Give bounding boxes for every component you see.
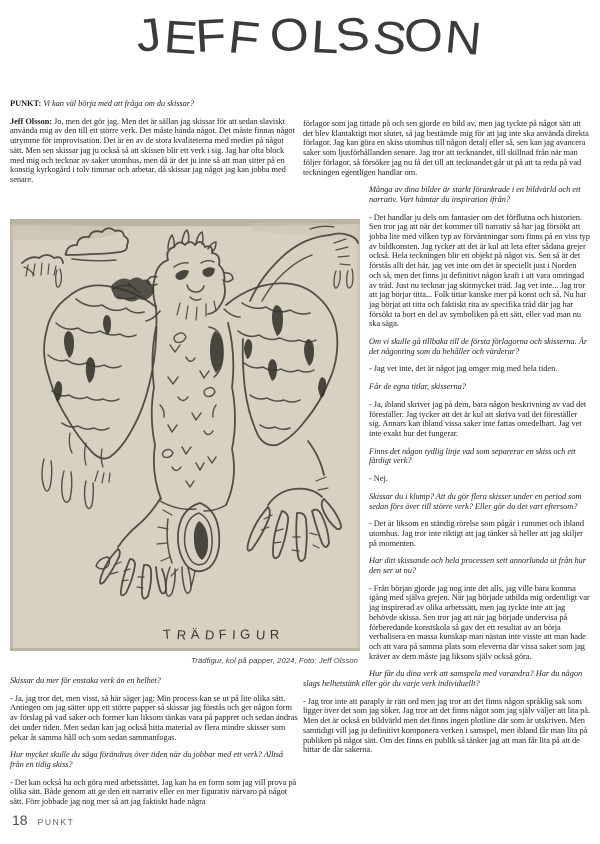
interview-answer: - Det kan också ha och göra med arbetssättet. Jag kan ha en form som jag vill prova på olika sätt. Både genom att ge den ett narrativ eller en mer figurativ närvaro på något sätt. Förr jobbade jag nog mer så att jag faktiskt hade några	[10, 777, 297, 807]
intro-question	[10, 99, 298, 109]
artwork-wrap-spacer	[303, 185, 369, 677]
interview-answer: - Jag vet inte, det är något jag omger mig med hela tiden.	[369, 364, 558, 374]
interview-answer: - Jag tror inte att paraply är rätt ord men jag tror att det finns någon språklig sak som ligger över det som jag söker. Jag tror att det finns något som jag själv väljer att lita på. Men det är också en bildvärld men det finns ingen plotline där som är utskriven. Men samtidigt vill jag ju definitivt komponera verken i samspel, men ibland får man lita på publiken på något sätt. Om det finns en publik så tänker jag att man får lita på att de hittar de där sakerna.	[303, 696, 591, 755]
interview-question: Skissar du i klump? Att du gör flera skisser under en period som sedan förs över till större verk? Eller gör du det vart eftersom?	[369, 491, 582, 511]
answer-continuation: förlagor som jag tittade på och sen gjorde en bild av, men jag tyckte på något sätt att det blev klantaktigt mot slutet, så jag bestämde mig för att jag inte ska använda direkta förlagor. Jag kan göra en skiss utomhus till någon detalj eller så, sen kan jag avancera saker som ljusförhållanden senare. Jag tror att tecknandet, till skillnad från när man följer förlagor, så försöker jag nu få det till att tecknandet går ut på att ta reda på vad teckningen egentligen handlar om.	[303, 119, 589, 177]
right-column	[303, 119, 590, 763]
interview-answer: - Ja, ibland skriver jag på dem, bara någon beskrivning av vad det föreställer. Jag tycker att det är kul att skriva vad det föreställer sig. Annars kan ibland vissa saker inte fattas omedelbart. Jag vet inte exakt hur det fungerar.	[369, 399, 587, 438]
interview-answer: - Det är liksom en ständig rörelse som pågår i rummet och ibland utomhus. Jag tror inte riktigt att jag tänker så heller att jag skiljer på momenten.	[369, 519, 584, 548]
intro-answer-text: Jo, men det gör jag. Men det är sällan jag skissar för att sedan slaviskt använda mig av den till ett större verk. Det måste hända något. Det måste finnas något utrymme för improvisation. Det är en av de stora kvaliteterna med mediet på något sätt. Men sen skissar jag ju också så att skissen blir ett verk i sig. Jag har ofta block med mig och tecknar av saker utomhus, men då är det ju inte så att man sitter på en konstig kyrkogård i tolv timmar och arbetar, då skissar jag något jag kan jobba med senare.	[10, 116, 295, 184]
page-title: JEFF OLSSON	[132, 6, 481, 66]
interview-question: Hur mycket skulle du säga förändras över tiden när du jobbar med ett verk? Alltså från en tidig skiss?	[10, 750, 284, 769]
interview-answer: - Från början gjorde jag nog inte det alls, jag ville bara komma igång med själva grejen. När jag började utbilda mig ordentligt var jag inspirerad av olika arbetssätt, men jag tyckte inte att jag behövde skissa. Sen tror jag att när jag började undervisa på förberedande konstskola så gav det ett resultat av att börja verbalisera en massa kunskap man nästan inte visste att man hade och att vara på samma plats som eleverna där vissa saker som jag kräver av dem måste jag liksom själv också göra.	[369, 583, 590, 661]
intro-block	[10, 99, 298, 193]
intro-question-text: Vi kan väl börja med att fråga om du skissar?	[43, 99, 195, 108]
interviewer-label: PUNKT:	[10, 99, 42, 108]
interview-question: Hur får du dina verk att samspela med varandra? Har du någon slags helhetstänk eller gör du varje verk individuellt?	[303, 669, 583, 689]
interview-answer: - Nej.	[369, 474, 388, 484]
article-title	[0, 0, 600, 74]
page-number: 18	[12, 812, 28, 828]
interview-question: Om vi skulle gå tillbaka till de första förlagorna och skisserna. Är det någonting som du behåller och värderar?	[369, 337, 588, 356]
page-footer	[12, 812, 74, 828]
drawing-inscription: TRÄDFIGUR	[162, 625, 285, 644]
left-bottom-qa	[10, 676, 298, 815]
interview-question: Många av dina bilder är starkt förankrade i en bildvärld och ett narrativ. Vart hämtar du inspiration ifrån?	[369, 185, 581, 204]
interview-question: Har ditt skissande och hela processen sett annorlunda ut från hur den ser ut nu?	[369, 556, 586, 576]
intro-answer	[10, 117, 298, 185]
interview-question: Finns det någon tydlig linje vad som separerar en skiss och ett färdigt verk?	[369, 446, 576, 466]
interview-answer: - Det handlar ju dels om fantasier om det förflutna och historien. Sen tror jag att när det kommer till narrativ så har jag försökt att jobba lite med vilken typ av förväntningar som finns på en viss typ av bildkonsten. Jag tycker att det är kul att leta efter sådana grejer också. Hela teckningen blir ett objekt på något vis. Sen så är det förstås allt det här, jag vet inte om det är speciellt just i Norden och så, men det finns ju definitivt någon kraft i att vara omringad av träd. Just nu tecknar jag skitmycket träd. Jag vet inte... Jag tror att jag börjar titta... Folk tittar kanske mer på konst och så. Nu har jag börjat att titta och faktiskt rita av specifika träd där jag har försökt ta bort en del av symboliken på ett sätt, eller vad man nu ska säga.	[369, 212, 590, 329]
interview-answer: - Ja, jag tror det, men visst, så här säger jag: Min process kan se ut på lite olika sätt. Antingen om jag sätter upp ett större papper så skissar jag förstås och ger någon form av förslag på vad saker och former kan liksom tänkas vara på pappret och sedan ändras det under tiden. Men sedan kan jag också hitta material av flera mindre skisser som pekar åt samma håll och som sedan sammanfogas.	[10, 693, 298, 742]
magazine-name: PUNKT	[37, 817, 75, 827]
interview-question: Skissar du mer för enstaka verk än en helhet?	[10, 676, 161, 685]
artwork-caption: Trädfigur, kol på papper, 2024, Foto: Jeff Olsson	[191, 656, 358, 665]
interview-question: Får de egna titlar, skisserna?	[369, 382, 466, 392]
speaker-label: Jeff Olsson:	[10, 116, 52, 126]
